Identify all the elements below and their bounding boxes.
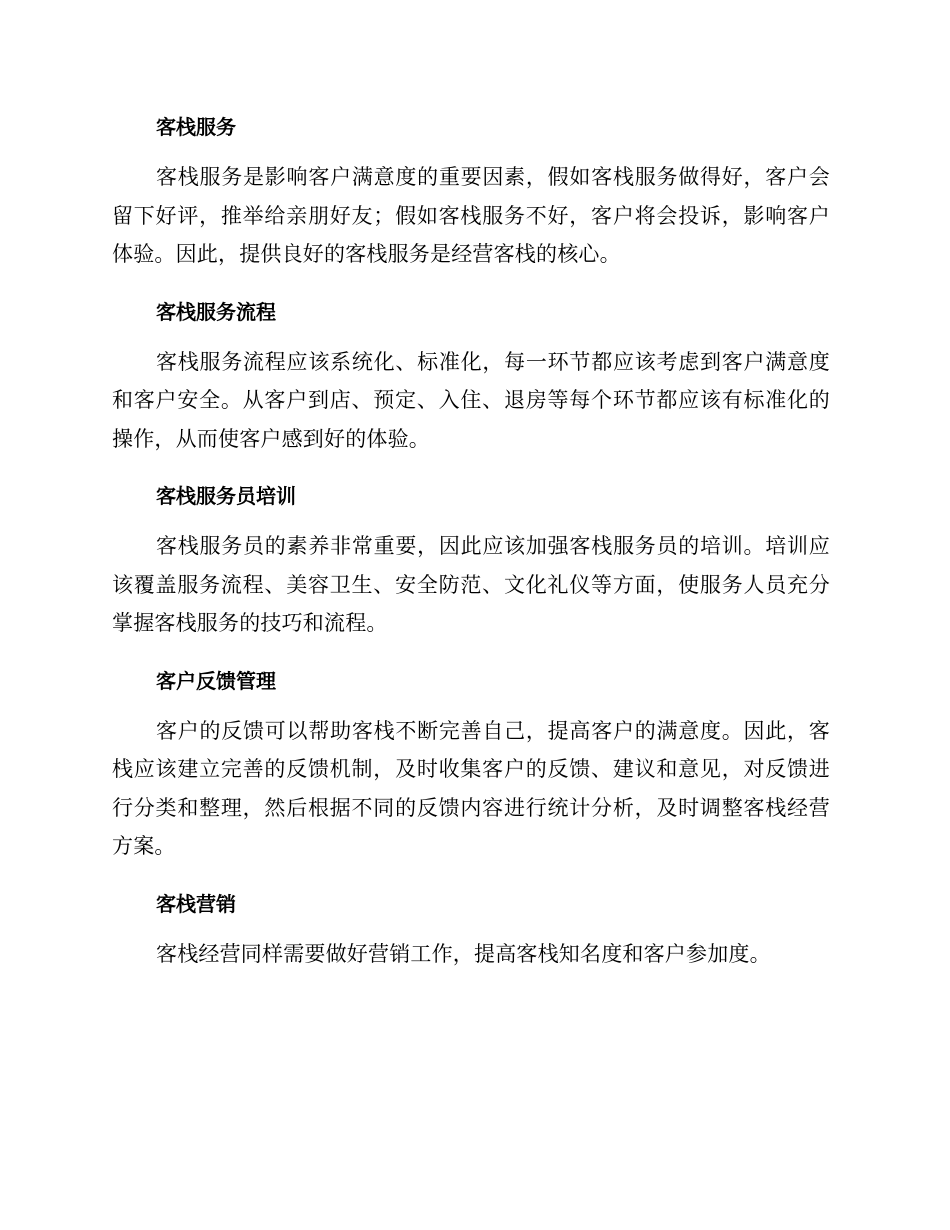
section-service xyxy=(112,108,830,274)
section-heading: 客栈服务流程 xyxy=(156,299,276,324)
section-heading: 客栈营销 xyxy=(156,891,236,916)
section-paragraph: 客栈服务员的素养非常重要，因此应该加强客栈服务员的培训。培训应该覆盖服务流程、美容卫生、安全防范、文化礼仪等方面，使服务人员充分掌握客栈服务的技巧和流程。 xyxy=(112,534,830,635)
section-service-process xyxy=(112,293,830,459)
section-paragraph: 客栈服务是影响客户满意度的重要因素，假如客栈服务做得好，客户会留下好评，推举给亲朋好友；假如客栈服务不好，客户将会投诉，影响客户体验。因此，提供良好的客栈服务是经营客栈的核心。 xyxy=(112,165,830,266)
section-heading: 客栈服务员培训 xyxy=(156,484,296,508)
section-paragraph: 客栈服务流程应该系统化、标准化，每一环节都应该考虑到客户满意度和客户安全。从客户到店、预定、入住、退房等每个环节都应该有标准化的操作，从而使客户感到好的体验。 xyxy=(112,349,830,451)
section-paragraph: 客栈经营同样需要做好营销工作，提高客栈知名度和客户参加度。 xyxy=(156,941,771,966)
section-staff-training xyxy=(112,477,830,643)
section-marketing xyxy=(112,885,830,974)
section-heading: 客栈服务 xyxy=(156,115,236,139)
section-paragraph: 客户的反馈可以帮助客栈不断完善自己，提高客户的满意度。因此，客栈应该建立完善的反馈机制，及时收集客户的反馈、建议和意见，对反馈进行分类和整理，然后根据不同的反馈内容进行统计分析，及时调整客栈经营方案。 xyxy=(112,718,830,858)
section-feedback-management xyxy=(112,662,830,866)
section-heading: 客户反馈管理 xyxy=(156,668,276,693)
document-page xyxy=(112,108,830,992)
